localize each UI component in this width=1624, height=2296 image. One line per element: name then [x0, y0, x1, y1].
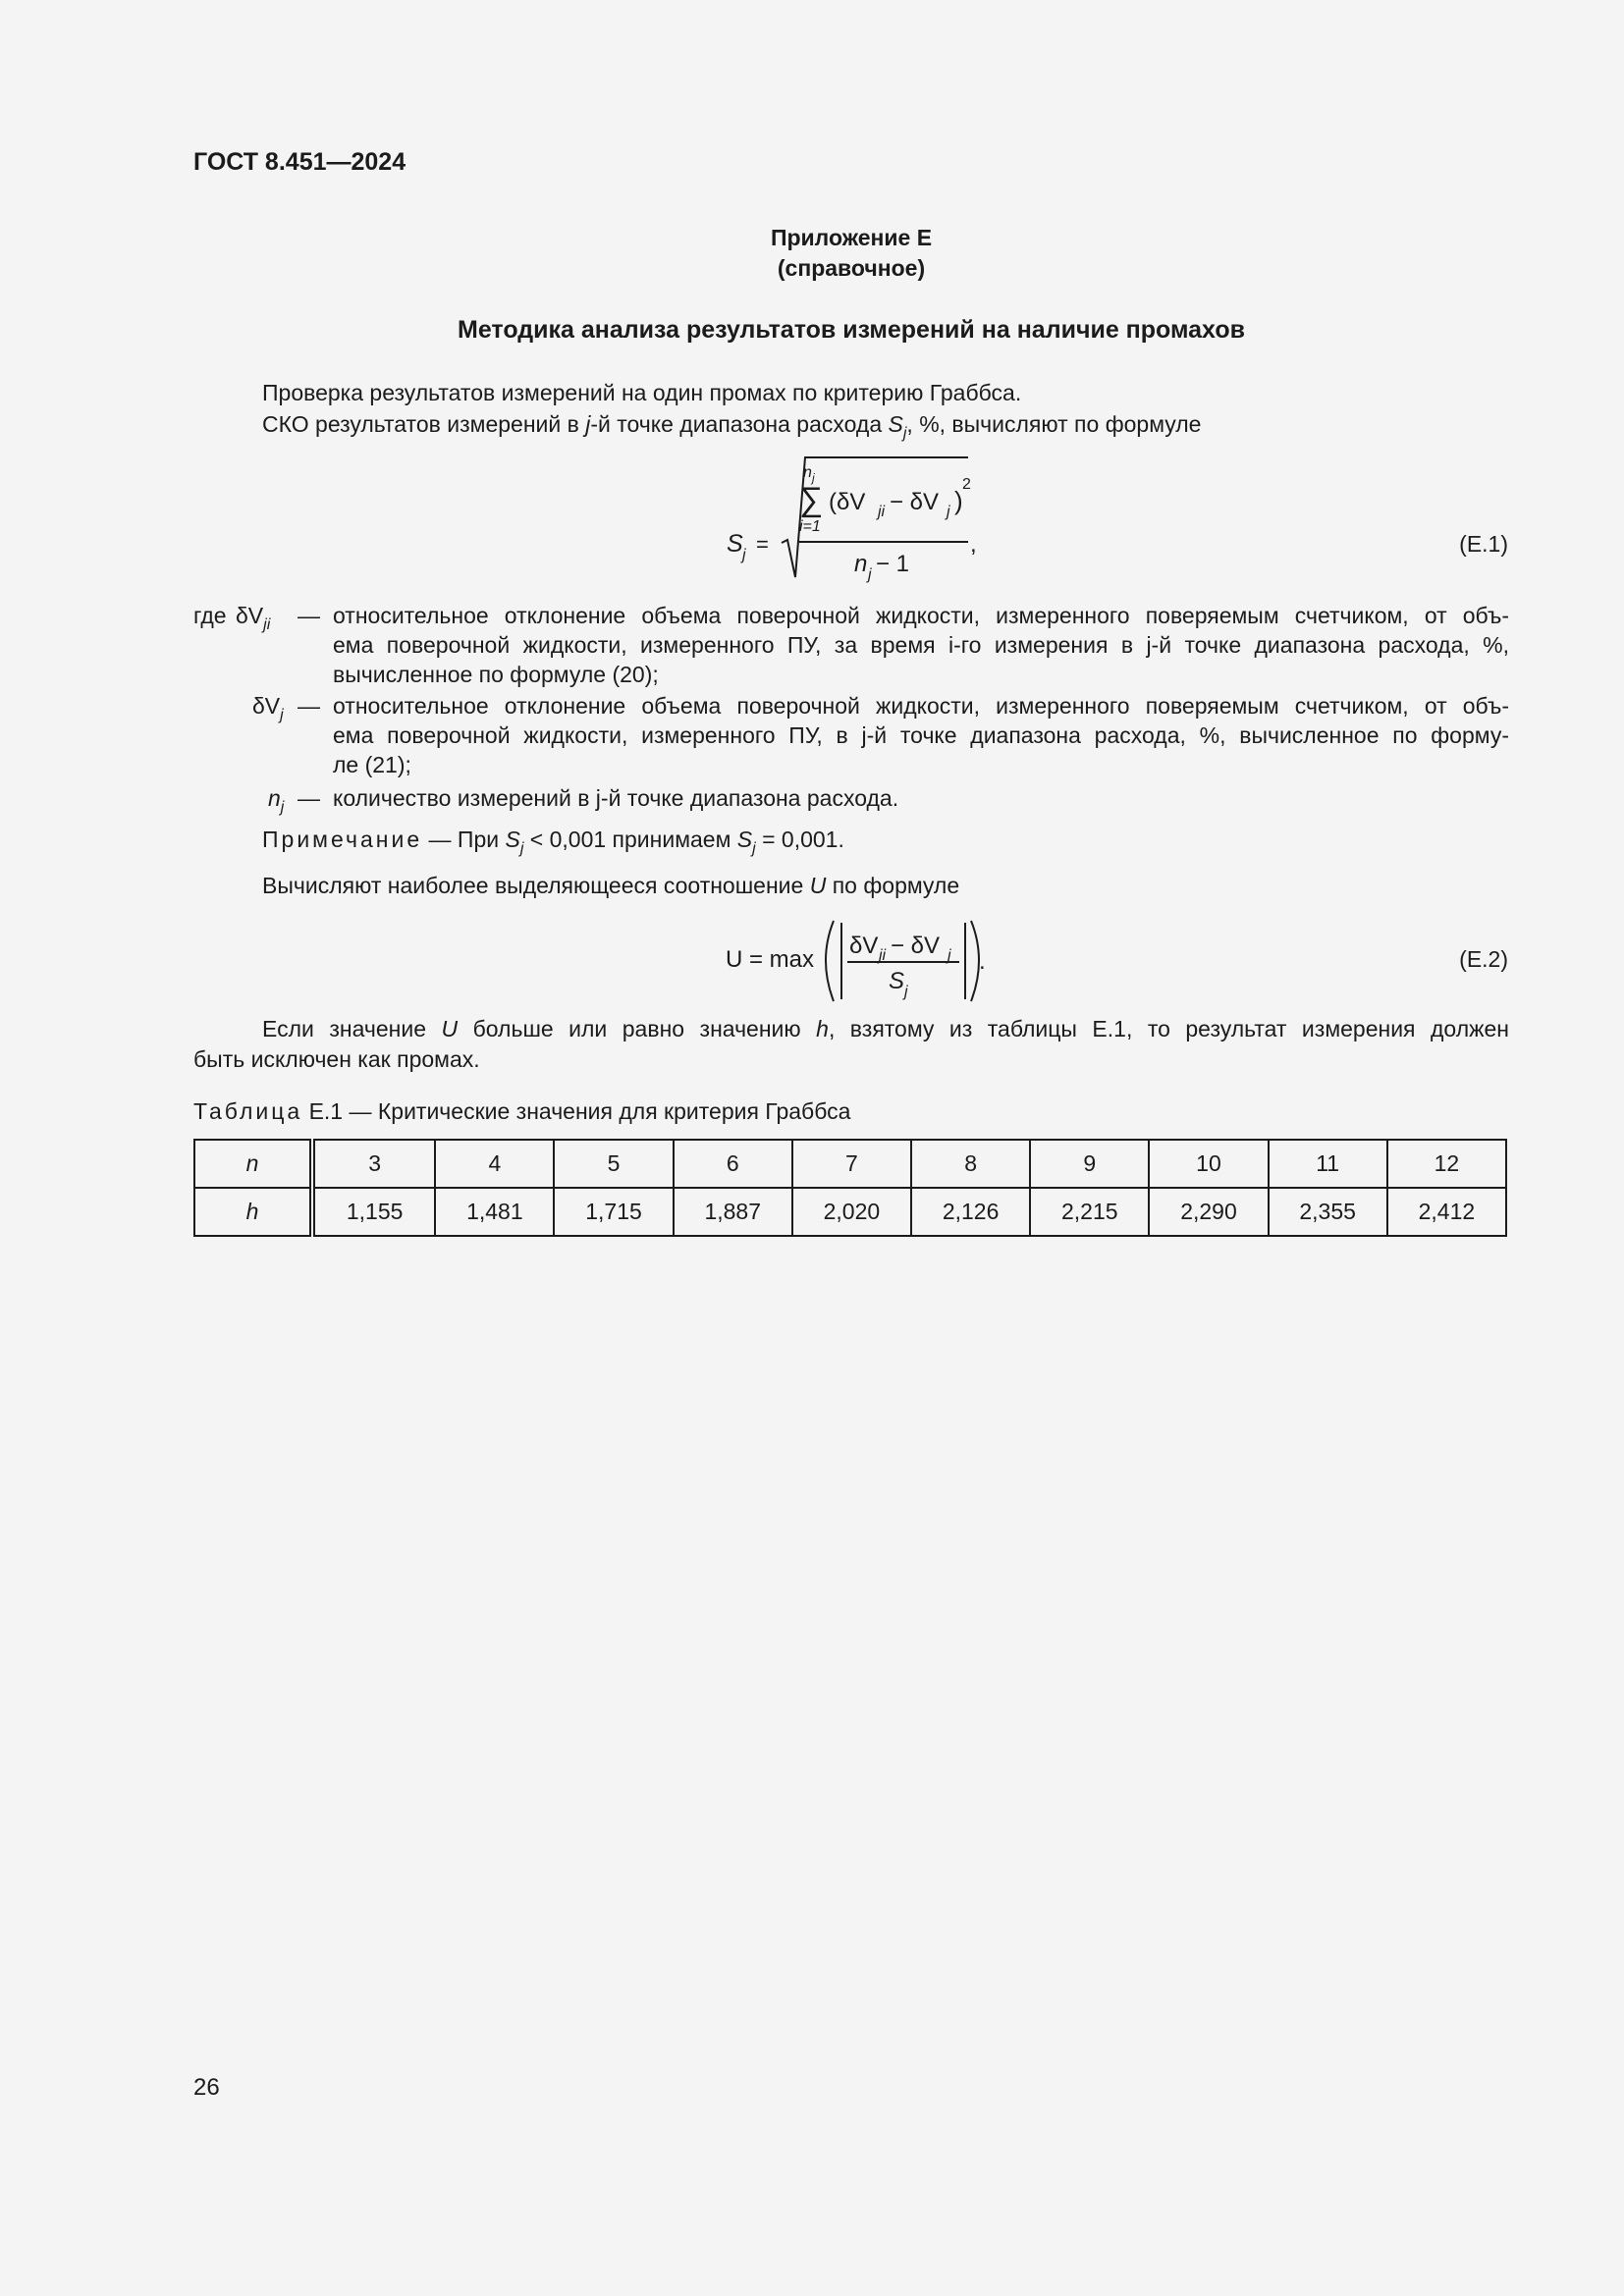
definition-dash: —	[298, 693, 320, 719]
f1-equals: =	[756, 532, 769, 557]
page-number: 26	[193, 2074, 220, 2101]
table-row	[194, 1140, 1506, 1188]
f1-num-sub1: ji	[878, 504, 886, 520]
table-cell: 10	[1149, 1140, 1268, 1188]
table-cell: 12	[1387, 1140, 1506, 1188]
definition-term: $\delta V_j$	[252, 693, 284, 723]
f1-sum-upper: n	[803, 464, 812, 481]
formula-e2	[722, 913, 987, 1011]
definition-nj	[193, 783, 1509, 815]
formula-e2-number: (Е.2)	[1459, 946, 1508, 972]
table-cell: 2,355	[1269, 1188, 1387, 1236]
table-cell: 2,126	[911, 1188, 1030, 1236]
f2-num-b: − δV	[891, 933, 941, 959]
calc-line: Вычисляют наиболее выделяющееся соотношение U по формуле	[262, 873, 960, 898]
appendix-heading: Методика анализа результатов измерений на наличие промахов	[458, 316, 1245, 344]
definition-dash: —	[298, 603, 320, 628]
formula-e1	[717, 452, 992, 599]
intro-text-c: , %, вычисляют по формуле	[906, 411, 1202, 437]
row-header-h: h	[194, 1188, 312, 1236]
table-cell: 2,290	[1149, 1188, 1268, 1236]
table-cell: 1,715	[554, 1188, 673, 1236]
intro-line-2	[262, 409, 1201, 449]
intro-line-1: Проверка результатов измерений на один промах по критерию Граббса.	[262, 380, 1022, 405]
intro-j: j	[585, 411, 591, 437]
definition-term: $n_j$	[268, 785, 285, 816]
formula-e1-number: (Е.1)	[1459, 531, 1508, 557]
intro-text-b: -й точке диапазона расхода	[590, 411, 889, 437]
f2-num-sub2: j	[947, 947, 951, 964]
f1-sum-lower: i=1	[799, 518, 821, 535]
table-cell: 7	[792, 1140, 911, 1188]
f1-num-close: )	[954, 486, 963, 515]
f1-num-a: (δV	[829, 489, 866, 515]
definition-text: относительное отклонение объема поверочной жидкости, измеренного поверяемым счетчиком, от объ- ема поверочной жидкости, измеренного ПУ, за время i-го измерения в j-й точке диапазона расхода, %, вычисленное по формуле (20);	[333, 603, 1509, 687]
table-cell: 2,412	[1387, 1188, 1506, 1236]
appendix-subtitle: (справочное)	[777, 255, 926, 281]
table-cell: 1,155	[312, 1188, 435, 1236]
appendix-title: Приложение Е	[770, 225, 933, 250]
f2-right-paren	[971, 921, 979, 1001]
definition-dash: —	[298, 785, 320, 811]
f2-left-paren	[826, 921, 834, 1001]
f1-den-n: n	[854, 551, 868, 577]
intro-S: S	[888, 411, 903, 437]
definition-term: $\delta V_{ji}$	[236, 603, 271, 633]
table-cell: 1,481	[435, 1188, 554, 1236]
where-label: где	[193, 603, 227, 628]
table-cell: 2,020	[792, 1188, 911, 1236]
f1-den-rest: − 1	[876, 551, 910, 577]
table-cell: 9	[1030, 1140, 1149, 1188]
f1-sigma: ∑	[799, 481, 824, 518]
row-header-n: n	[194, 1140, 312, 1188]
f2-trailing: .	[979, 948, 986, 975]
table-cell: 11	[1269, 1140, 1387, 1188]
table-caption	[193, 1096, 850, 1127]
definition-dvji	[193, 601, 1509, 691]
table-caption-text: Е.1 — Критические значения для критерия Граббса	[302, 1098, 851, 1124]
table-cell: 4	[435, 1140, 554, 1188]
f1-den-sub: j	[868, 566, 872, 583]
f1-sum-upper-sub: j	[812, 471, 815, 485]
conclusion-line-1: Если значение U больше или равно значению h, взятому из таблицы Е.1, то результат измерения должен	[262, 1016, 1509, 1041]
intro-S-sub: j	[902, 425, 907, 442]
table-cell: 8	[911, 1140, 1030, 1188]
note: Примечание — При $S_j < 0,001$ принимаем $S_j = 0,001$.	[262, 827, 844, 857]
f1-num-sub2: j	[947, 504, 950, 520]
table-row	[194, 1188, 1506, 1236]
f2-lhs: U = max	[726, 946, 815, 973]
note-label: Примечание	[262, 827, 423, 852]
f1-num-mid: − δV	[890, 489, 940, 515]
table-cell: 2,215	[1030, 1188, 1149, 1236]
f1-exponent: 2	[962, 476, 971, 493]
grubbs-critical-values-table	[193, 1139, 1507, 1237]
f2-num-sub1: ji	[879, 947, 887, 964]
table-caption-label: Таблица	[193, 1098, 303, 1124]
f1-trailing: ,	[970, 531, 977, 558]
intro-text-a: СКО результатов измерений в	[262, 411, 586, 437]
table-cell: 6	[674, 1140, 792, 1188]
f1-lhs: S	[727, 530, 743, 558]
conclusion-line-2: быть исключен как промах.	[193, 1046, 480, 1072]
table-cell: 3	[312, 1140, 435, 1188]
document-code: ГОСТ 8.451—2024	[193, 148, 406, 176]
definition-text: количество измерений в j-й точке диапазона расхода.	[333, 785, 899, 811]
f2-den: S	[889, 968, 905, 994]
f2-num-a: δV	[849, 933, 879, 959]
definition-dvj	[193, 691, 1509, 781]
f2-den-sub: j	[904, 984, 908, 1000]
table-cell: 5	[554, 1140, 673, 1188]
definition-text: относительное отклонение объема поверочной жидкости, измеренного поверяемым счетчиком, от объ- ема поверочной жидкости, измеренного ПУ, в j-й точке диапазона расхода, %, вычисленное по форму- ле (21);	[333, 693, 1509, 777]
f1-lhs-sub: j	[742, 547, 746, 563]
table-cell: 1,887	[674, 1188, 792, 1236]
